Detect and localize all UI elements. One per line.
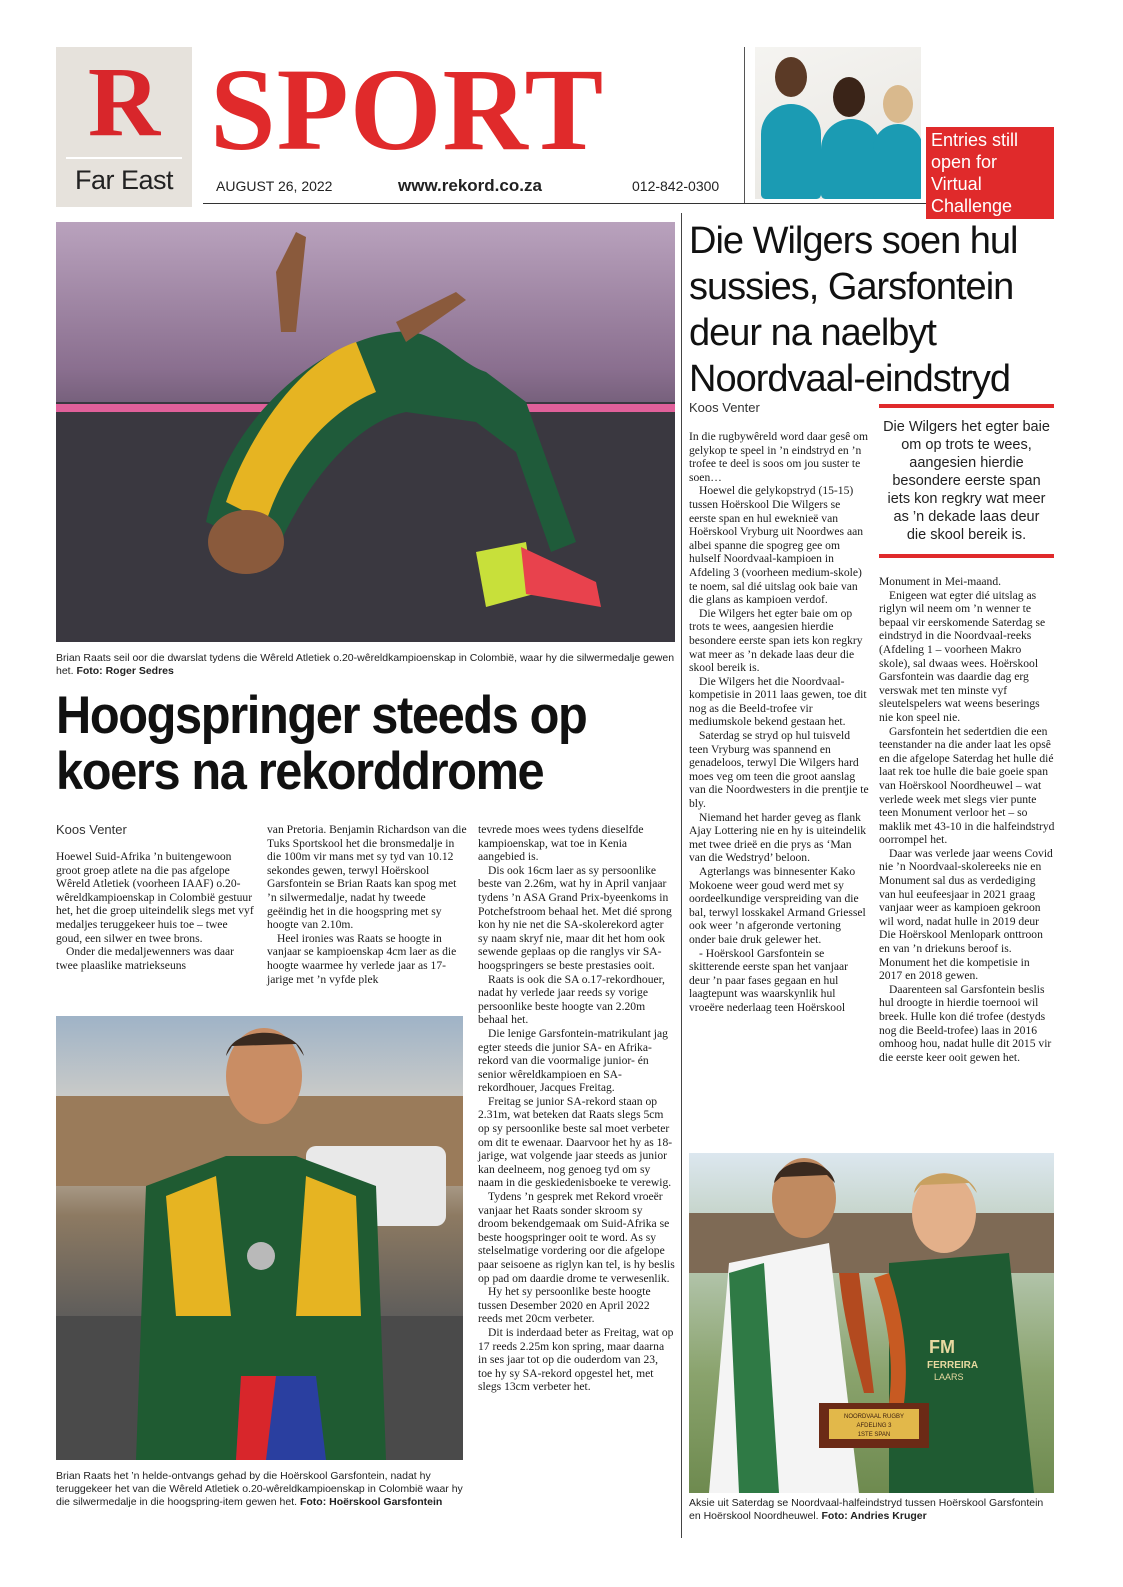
side-byline: Koos Venter	[689, 400, 760, 415]
paragraph: Hy het sy persoonlike beste hoogte tussen Desember 2020 en April 2022 reeds met 20cm verbeter.	[478, 1285, 651, 1326]
website-link[interactable]: www.rekord.co.za	[398, 176, 542, 195]
trophy-plaque-line: NOORDVAAL RUGBY	[843, 1414, 905, 1420]
paragraph: Die Wilgers het die Noordvaal-kompetisie in 2011 laas gewen, toe dit nog as die Beeld-trofee vir mediumskole bekend gestaan het.	[689, 674, 867, 729]
paragraph: Garsfontein het sedertdien die een teenstander na die ander laat les opsê en die afgelope Saterdag het hulle dié laat rek toe hulle die baie goeie span van Hoërskool Noordheuwel – wat verlede week met slegs vier punte teen Monument verloor het – so maklik met 43-10 in die halfeindstryd oorrompel het.	[879, 724, 1055, 847]
pull-quote-text: Die Wilgers het egter baie om op trots te wees, aangesien hierdie besondere eerste span iets kon regkry wat meer as ’n dekade laas deur die skool bereik is.	[883, 419, 1050, 543]
paragraph: Dit is inderdaad beter as Freitag, wat op 17 reeds 2.25m kon spring, maar daarna in ses jaar tot op die ouderdom van 23, toe hy sy SA-rekord opgestel het, met slegs 13cm verbeter het.	[478, 1325, 674, 1394]
paragraph: Raats is ook die SA o.17-rekordhouer, nadat hy verlede jaar reeds sy vorige persoonlike beste hoogte van 2.20m behaal het.	[478, 972, 665, 1027]
side-column-2	[879, 575, 1055, 1064]
promo-line: Entries still	[931, 130, 1019, 150]
main-headline: Hoogspringer steeds op koers na rekorddrome	[56, 686, 587, 801]
paragraph: In die rugbywêreld word daar gesê om gelykop te speel in ’n eindstryd en ’n trofee te deel is soos om jou suster te soen…	[689, 430, 868, 484]
paragraph: Dis ook 16cm laer as sy persoonlike beste van 2.26m, wat hy in April vanjaar tydens ’n ASA Grand Prix-byeenkoms in Potchefstroom behaal het. Met dié sprong kon hy nie net die SA-skolerekord agter sy naam skryf nie, maar dit het hom ook sewende geplaas op die ranglys vir SA-hoogspringers se beste prestasies ooit.	[478, 863, 672, 972]
column-rule	[681, 213, 682, 1538]
promo-photo[interactable]	[755, 47, 921, 199]
high-jump-illustration	[56, 222, 675, 642]
promo-line: open for Virtual	[931, 152, 998, 194]
paragraph: Freitag se junior SA-rekord staan op 2.31m, wat beteken dat Raats slegs 5cm op sy persoonlike beste sal moet verbeter om dit te ewenaar. Daarvoor het hy as 18-jarige, wat volgende jaar steeds as junior kan deelneem, nog genoeg tyd om sy naam in die geskiedenisboeke te verewig.	[478, 1094, 673, 1190]
rugby-trophy-photo	[689, 1153, 1054, 1493]
article-column-1	[56, 850, 256, 972]
rugby-illustration	[689, 1153, 1054, 1493]
side-column-1	[689, 430, 869, 1015]
caption-text: Brian Raats seil oor die dwarslat tydens die Wêreld Atletiek o.20-wêreldkampioenskap in Colombië, waar hy die silwermedalje gewen het.	[56, 652, 675, 677]
paragraph: tevrede moes wees tydens dieselfde kampioenskap, wat toe in Kenia aangebied is.	[478, 823, 644, 864]
masthead-divider	[744, 47, 745, 203]
jersey-sponsor-text: FERREIRA	[927, 1360, 979, 1371]
paragraph: Die lenige Garsfontein-matrikulant jag egter steeds die junior SA- en Afrika-rekord van die voormalige junior- én senior wêreldkampioen en SA-rekordhouer, Jacques Freitag.	[478, 1026, 668, 1095]
paragraph: Saterdag se stryd op hul tuisveld teen Vryburg was spannend en genadeloos, terwyl Die Wilgers hard moes veg om teen die groot aanslag van die Noordwesters in die prentjie te bly.	[689, 729, 869, 811]
paragraph: Niemand het harder geveg as flank Ajay Lottering nie en hy is uiteindelik met twee drieë en die prys as ‘Man van die Wedstryd’ beloon.	[689, 810, 867, 865]
photo-caption	[56, 652, 676, 678]
pull-quote-rule	[879, 554, 1054, 558]
paragraph: van Pretoria. Benjamin Richardson van die Tuks Sportskool het die bronsmedalje in die 100m vir mans met sy tyd van 10.12 sekondes gewen, terwyl Hoërskool Garsfontein se Brian Raats kan spog met ’n silwermedalje, nadat hy tweede geëindig het in die hoogspring met sy hoogte van 2.10m.	[267, 823, 467, 932]
paragraph: Monument in Mei-maand.	[879, 575, 1002, 588]
promo-line: Challenge	[931, 196, 1013, 216]
logo-divider	[66, 157, 182, 159]
paragraph: Onder die medaljewenners was daar twee plaaslike matriekseuns	[56, 945, 235, 972]
high-jump-photo	[56, 222, 675, 642]
article-column-3	[478, 823, 675, 1394]
pull-quote	[879, 404, 1054, 558]
athlete-illustration	[56, 1016, 463, 1460]
paragraph: Daarenteen sal Garsfontein beslis hul droogte in hierdie toernooi wil breek. Hulle kon dié trofee (destyds nog die Beeld-trofee) laas in 2016 omhoog hou, nadat hulle dit 2015 vir die eerste keer ooit gewen het.	[879, 982, 1052, 1064]
side-headline: Die Wilgers soen hul sussies, Garsfontein deur na naelbyt Noordvaal-eindstryd	[689, 220, 1018, 400]
issue-date: AUGUST 26, 2022	[216, 178, 333, 194]
trophy-plaque-line: AFDELING 3	[856, 1423, 892, 1429]
paragraph: Daar was verlede jaar weens Covid nie ’n Noordvaal-skolereeks nie en Monument sal dus as verdediging van hul eeufeesjaar in 2021 graag vanjaar weer as kampioen gekroon wil word, nadat hulle in 2019 deur Die Hoërskool Menlopark onttroon en van ’n driekuns beroof is. Monument het die kompetisie in 2017 en 2018 gewen.	[879, 846, 1053, 983]
photo2-caption	[56, 1470, 476, 1509]
section-title: SPORT	[210, 44, 605, 175]
jersey-sponsor-text: FM	[929, 1337, 955, 1357]
caption-text: Aksie uit Saterdag se Noordvaal-halfeindstryd tussen Hoërskool Garsfontein en Hoërskool Noordheuwel.	[689, 1497, 1044, 1522]
paragraph: Hoewel Suid-Afrika ’n buitengewoon groot groep atlete na die pas afgelope Wêreld Atletiek (voorheen IAAF) o.20-wêreldkampioenskap in Colombië gestuur het, het die groep uiteindelik slegs met vyf medaljes teruggekeer huis toe – twee goud, een silwer en twee brons.	[56, 850, 254, 945]
trophy-plaque-line: 1STE SPAN	[857, 1432, 891, 1438]
publication-logo[interactable]	[56, 47, 192, 207]
article-column-2	[267, 823, 467, 986]
jersey-sponsor-text: LAARS	[934, 1372, 964, 1382]
photo-credit: Foto: Roger Sedres	[76, 665, 174, 677]
paragraph: - Hoërskool Garsfontein se skitterende eerste span het vanjaar deur ’n paar fases gegaan en hul laagtepunt was waarskynlik hul vroeëre nederlaag teen Hoërskool	[689, 946, 849, 1014]
paragraph: Hoewel die gelykopstryd (15-15) tussen Hoërskool Die Wilgers se eerste span en hul eweknieë van Hoërskool Vryburg uit Noordwes aan albei spanne die spogreg gee om hulself Noordvaal-kampioen in Afdeling 3 (voorheen medium-skole) te noem, sal dié uitslag ook baie van die glans as kampioen verdof.	[689, 484, 864, 607]
photo-credit: Foto: Andries Kruger	[821, 1510, 927, 1522]
paragraph: Die Wilgers het egter baie om op trots te wees, aangesien hierdie besondere eerste span iets kon regkry wat meer as ’n dekade laas deur die skool bereik is.	[689, 606, 863, 675]
paragraph: Heel ironies was Raats se hoogte in vanjaar se kampioenskap 4cm laer as die hoogte waarmee hy verlede jaar as 17-jarige met ’n vyfde plek	[267, 931, 457, 986]
phone-number: 012-842-0300	[632, 178, 720, 194]
paragraph: Agterlangs was binnesenter Kako Mokoene weer goud werd met sy oordeelkundige verspreiding van die bal, terwyl losskakel Armand Griessel ook weer ’n afgeronde vertoning onder baie druk gelewer het.	[689, 865, 866, 946]
logo-letter: R	[87, 46, 161, 157]
photo-credit: Foto: Hoërskool Garsfontein	[299, 1496, 443, 1508]
promo-badge[interactable]	[926, 127, 1054, 219]
logo-region: Far East	[74, 165, 174, 195]
side-photo-caption	[689, 1497, 1054, 1523]
caption-text: Brian Raats het ’n helde-ontvangs gehad by die Hoërskool Garsfontein, nadat hy teruggekeer het van die Wêreld Atletiek o.20-wêreldkampioenskap in Colombië waar hy die silwermedalje in die hoogspring-item gewen het.	[56, 1470, 463, 1508]
paragraph: Tydens ’n gesprek met Rekord vroeër vanjaar het Raats sonder skroom sy droom bekendgemaak om Suid-Afrika se beste hoogspringer ooit te word. As sy stelselmatige vordering oor die afgelope paar seisoene as riglyn kan tel, is hy beslis op pad om daardie drome te verwesenlik.	[478, 1190, 675, 1285]
paragraph: Enigeen wat egter dié uitslag as riglyn wil neem om ’n wenner te bepaal vir eerskomende Saterdag se eindstryd in die Noordvaal-reeks (Afdeling 1 – voorheen Makro skole), sal dwaas wees. Hoërskool Garsfontein was daardie dag erg verswak met ten minste vyf sleutelspelers wat weens beserings nie kon speel nie.	[879, 588, 1046, 724]
athlete-welcome-photo	[56, 1016, 463, 1460]
byline: Koos Venter	[56, 822, 127, 837]
